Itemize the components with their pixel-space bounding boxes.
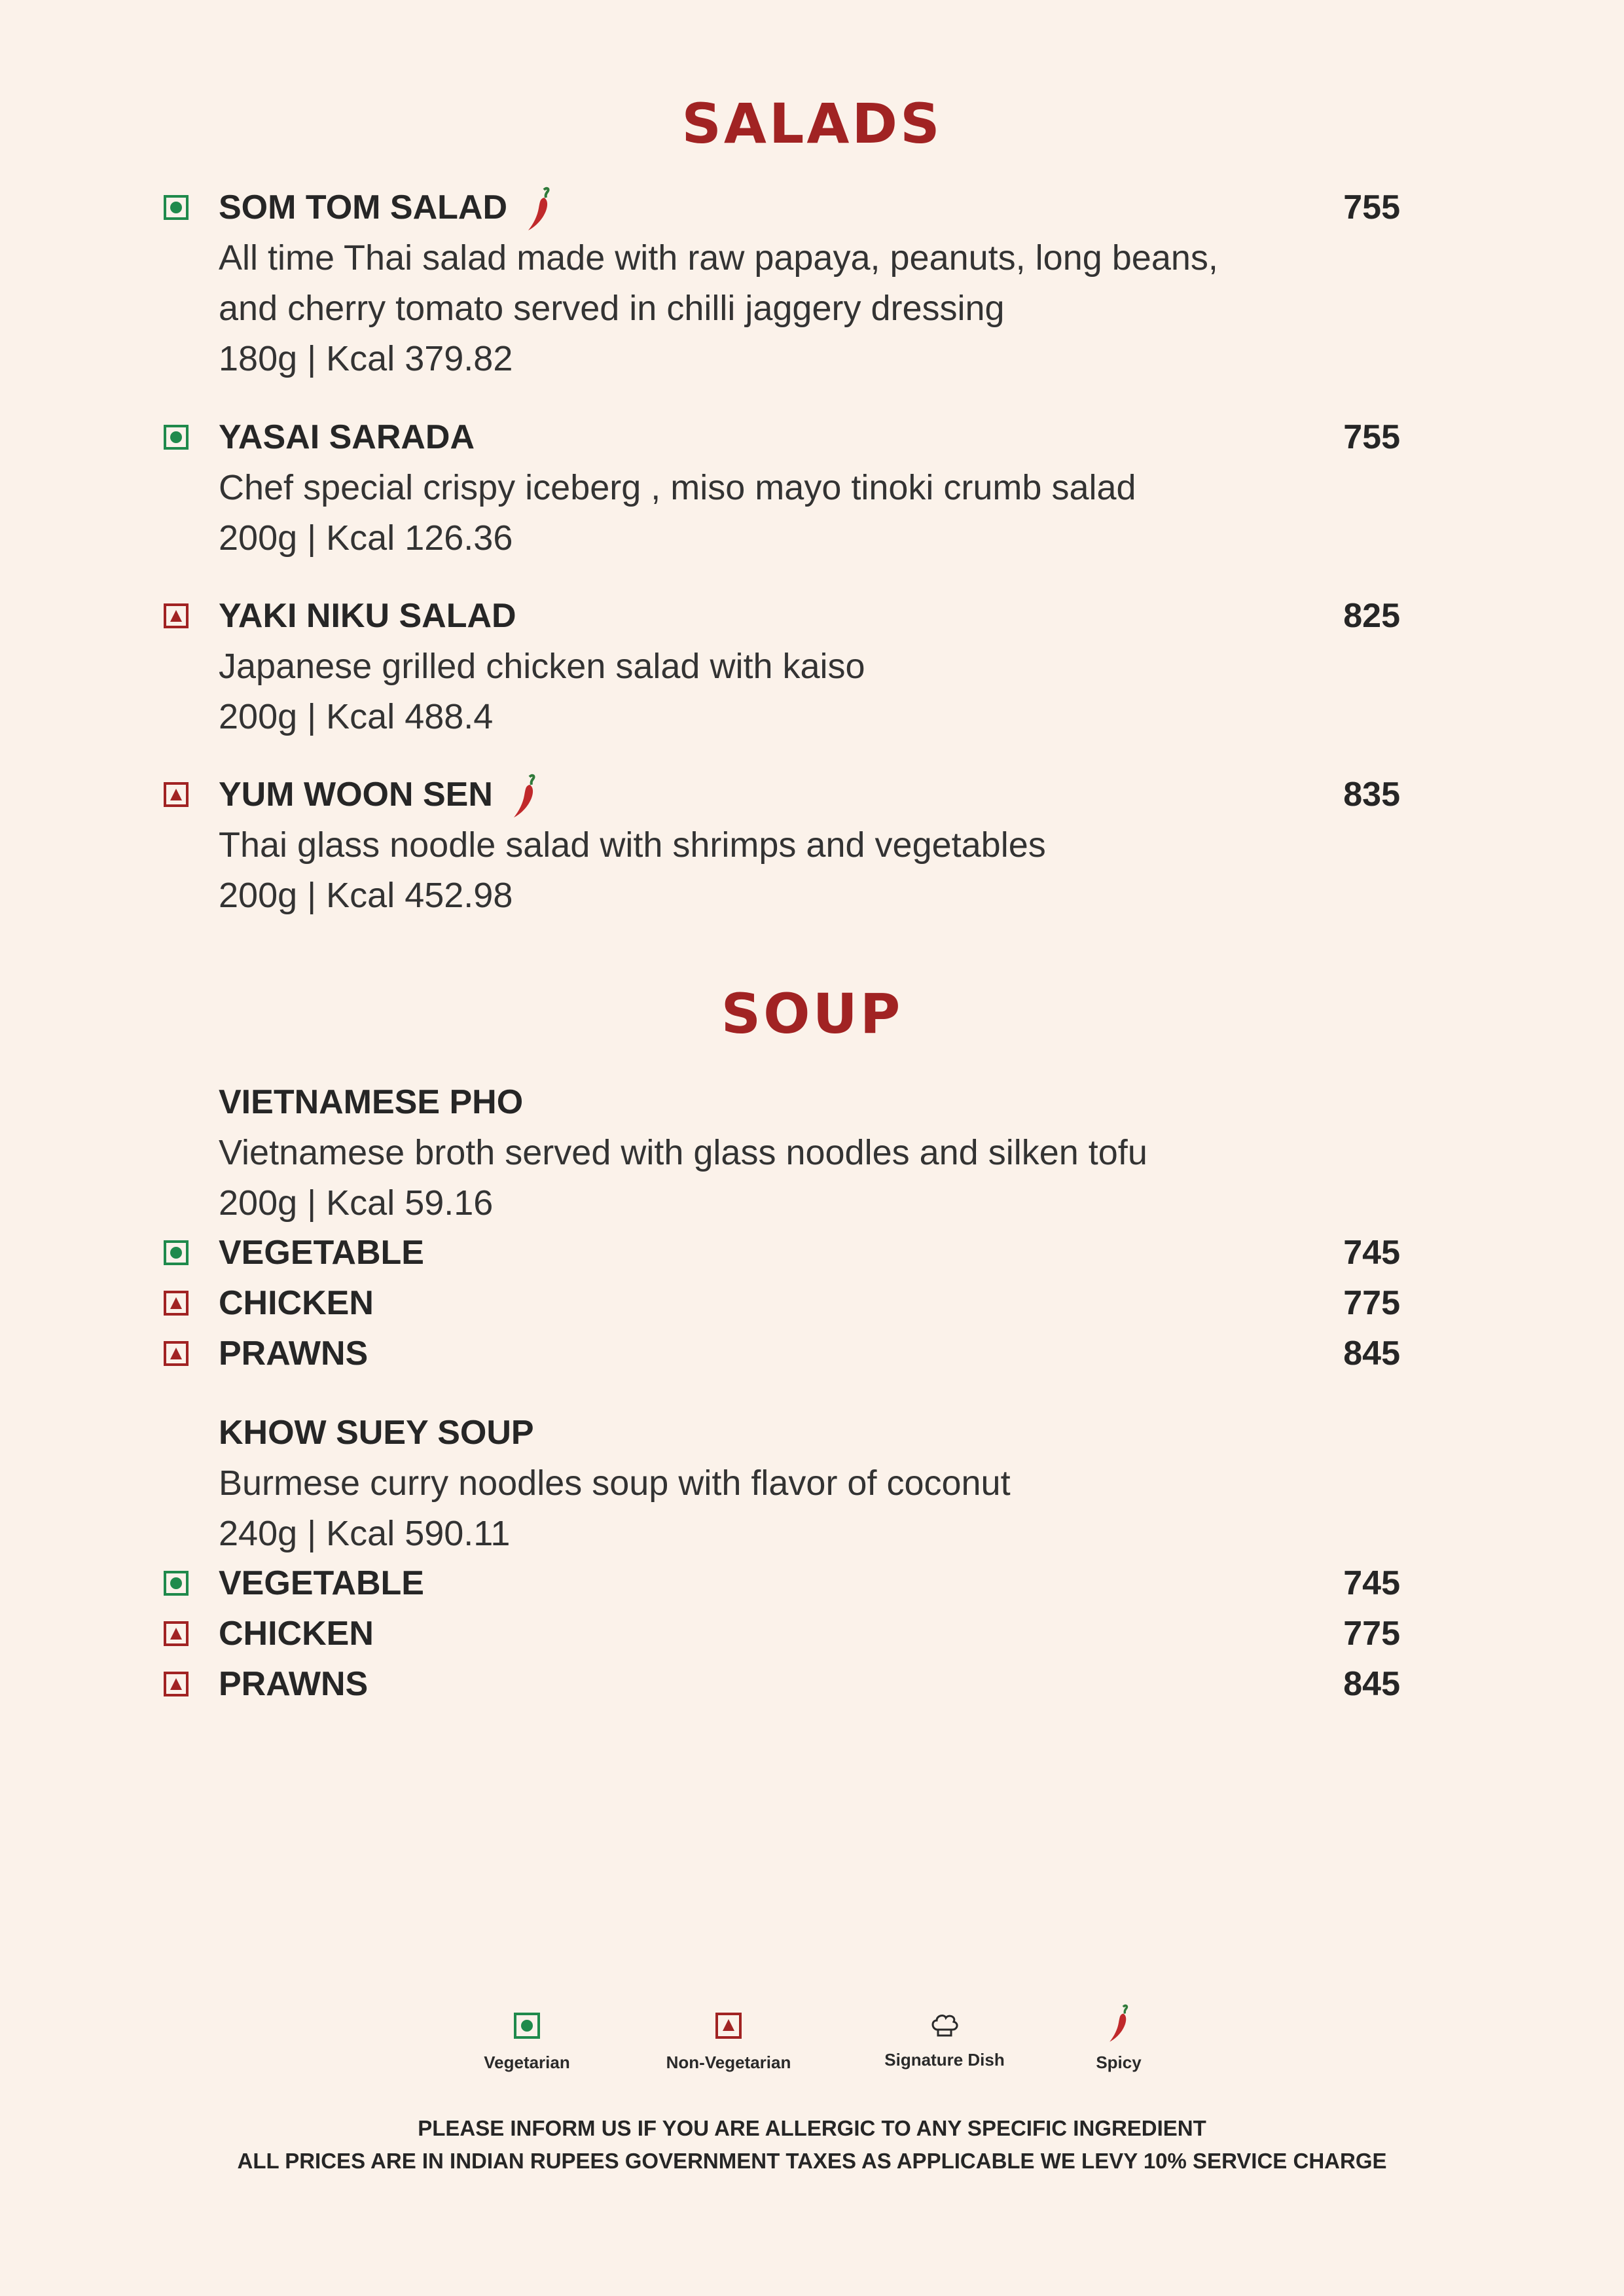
dish-description: and cherry tomato served in chilli jaggery dressing xyxy=(219,289,1005,328)
legend-signature-dish xyxy=(859,2013,1030,2070)
non-vegetarian-icon xyxy=(164,1291,189,1316)
variant-name: PRAWNS xyxy=(219,1335,369,1372)
non-vegetarian-icon xyxy=(164,782,189,807)
variant-price: 775 xyxy=(1343,1284,1400,1322)
dish-description: Chef special crispy iceberg , miso mayo tinoki crumb salad xyxy=(219,468,1136,507)
legend xyxy=(0,2013,1624,2091)
dish-description: Thai glass noodle salad with shrimps and vegetables xyxy=(219,825,1046,865)
variant-price: 745 xyxy=(1343,1234,1400,1272)
variant-name: VEGETABLE xyxy=(219,1234,424,1272)
salads-heading: SALADS xyxy=(681,92,943,156)
chef-hat-icon xyxy=(930,2013,959,2039)
chili-icon xyxy=(524,186,553,233)
variant-price: 845 xyxy=(1343,1335,1400,1372)
legend-vegetarian xyxy=(442,2013,612,2073)
dish-nutrition: 200g | Kcal 126.36 xyxy=(219,518,513,558)
legend-label: Vegetarian xyxy=(484,2053,570,2072)
dish-name: KHOW SUEY SOUP xyxy=(219,1414,534,1452)
soup-heading: SOUP xyxy=(721,982,903,1046)
legend-label: Non-Vegetarian xyxy=(666,2053,791,2072)
variant-name: CHICKEN xyxy=(219,1615,374,1653)
dish-nutrition: 240g | Kcal 590.11 xyxy=(219,1514,511,1553)
legend-non-vegetarian xyxy=(643,2013,814,2073)
dish-name: YUM WOON SEN xyxy=(219,772,539,820)
variant-name: CHICKEN xyxy=(219,1284,374,1322)
vegetarian-icon xyxy=(164,195,189,220)
non-vegetarian-icon xyxy=(715,2013,742,2039)
variant-price: 745 xyxy=(1343,1564,1400,1602)
legend-spicy xyxy=(1034,2013,1204,2073)
vegetarian-icon xyxy=(514,2013,540,2039)
variant-row xyxy=(0,1331,1624,1376)
dish-description: Japanese grilled chicken salad with kaiso xyxy=(219,647,865,686)
dish-nutrition: 180g | Kcal 379.82 xyxy=(219,339,513,378)
legend-label: Signature Dish xyxy=(884,2050,1005,2070)
dish-price: 835 xyxy=(1343,776,1400,814)
non-vegetarian-icon xyxy=(164,1621,189,1646)
dish-nutrition: 200g | Kcal 59.16 xyxy=(219,1183,494,1223)
chili-icon xyxy=(1104,2003,1133,2044)
dish-name: SOM TOM SALAD xyxy=(219,185,553,233)
variant-row xyxy=(0,1560,1624,1606)
dish-description: All time Thai salad made with raw papaya, peanuts, long beans, xyxy=(219,238,1218,278)
pricing-notice: ALL PRICES ARE IN INDIAN RUPEES GOVERNMENT TAXES AS APPLICABLE WE LEVY 10% SERVICE CHARGE xyxy=(237,2149,1387,2173)
allergy-notice: PLEASE INFORM US IF YOU ARE ALLERGIC TO ANY SPECIFIC INGREDIENT xyxy=(418,2116,1206,2140)
legend-label: Spicy xyxy=(1096,2053,1142,2072)
dish-description: Burmese curry noodles soup with flavor of coconut xyxy=(219,1463,1011,1503)
variant-row xyxy=(0,1230,1624,1276)
chili-icon xyxy=(510,773,539,820)
vegetarian-icon xyxy=(164,1240,189,1265)
non-vegetarian-icon xyxy=(164,1672,189,1696)
dish-name: YAKI NIKU SALAD xyxy=(219,597,516,635)
variant-price: 775 xyxy=(1343,1615,1400,1653)
dish-nutrition: 200g | Kcal 488.4 xyxy=(219,697,494,736)
dish-name: VIETNAMESE PHO xyxy=(219,1083,524,1121)
non-vegetarian-icon xyxy=(164,1341,189,1366)
dish-nutrition: 200g | Kcal 452.98 xyxy=(219,876,513,915)
variant-row xyxy=(0,1661,1624,1707)
dish-price: 825 xyxy=(1343,597,1400,635)
variant-row xyxy=(0,1280,1624,1326)
vegetarian-icon xyxy=(164,425,189,450)
dish-price: 755 xyxy=(1343,418,1400,456)
dish-description: Vietnamese broth served with glass noodles and silken tofu xyxy=(219,1133,1147,1172)
variant-name: PRAWNS xyxy=(219,1665,369,1703)
non-vegetarian-icon xyxy=(164,603,189,628)
variant-price: 845 xyxy=(1343,1665,1400,1703)
dish-name: YASAI SARADA xyxy=(219,418,475,456)
dish-price: 755 xyxy=(1343,188,1400,226)
vegetarian-icon xyxy=(164,1571,189,1596)
variant-name: VEGETABLE xyxy=(219,1564,424,1602)
variant-row xyxy=(0,1611,1624,1657)
